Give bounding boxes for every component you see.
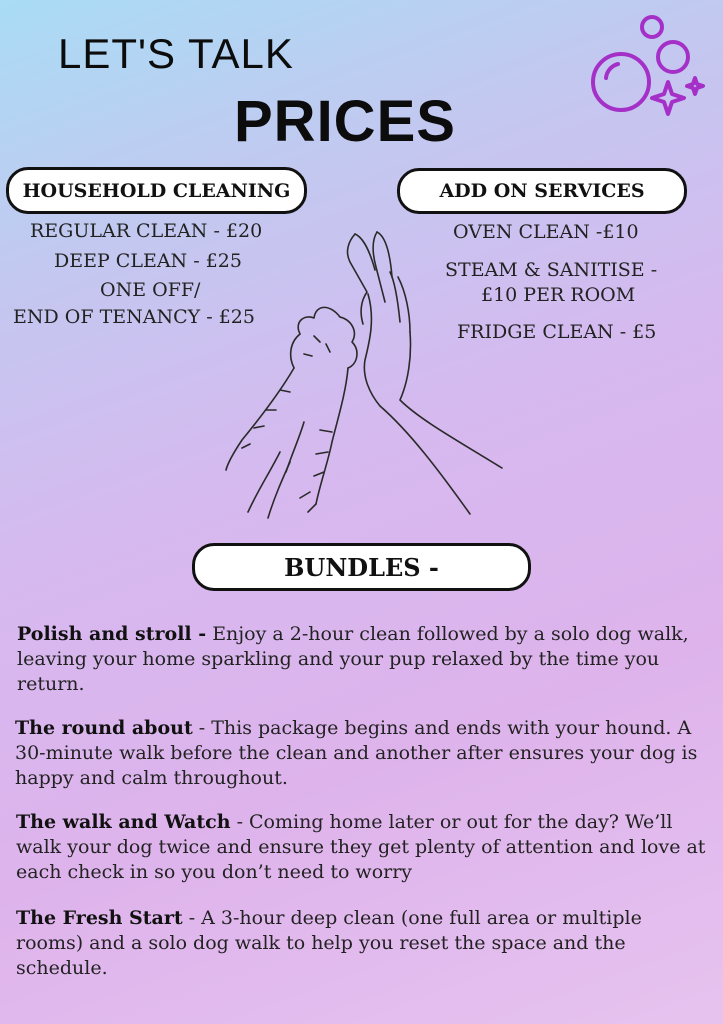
bundle-description: - Coming home later or out for the day? We’ll walk your dog twice and ensure they get plenty of attention and love at each check in so you don’t need to worry [16,811,706,883]
title-line-2: PRICES [234,89,456,154]
bundle-name: The walk and Watch [16,811,231,833]
bundle-item [17,622,707,697]
household-price-tenancy: END OF TENANCY - £25 [13,306,255,328]
addon-price-fridge: FRIDGE CLEAN - £5 [457,321,657,343]
household-price-deep: DEEP CLEAN - £25 [54,250,242,272]
household-price-regular: REGULAR CLEAN - £20 [30,220,263,242]
bundle-item [16,810,706,885]
bundles-heading-text: BUNDLES - [284,552,439,582]
household-price-oneoff: ONE OFF/ [100,279,201,301]
bundle-description: Enjoy a 2-hour clean followed by a solo dog walk, leaving your home sparkling and your pup relaxed by the time you return. [17,623,689,695]
bundle-name: Polish and stroll - [17,623,207,645]
title-line-1: LET'S TALK [58,30,294,77]
add-on-services-heading [397,168,687,214]
bundle-description: - A 3-hour deep clean (one full area or multiple rooms) and a solo dog walk to help you reset the space and the schedule. [16,907,642,979]
bundles-heading [192,543,531,591]
bundle-name: The round about [15,717,193,739]
addon-price-steam-per-room: £10 PER ROOM [481,284,636,306]
hand-paw-high-five-illustration [220,222,510,532]
addons-heading-text: ADD ON SERVICES [439,180,645,202]
bundle-item [15,716,705,791]
household-heading-text: HOUSEHOLD CLEANING [22,179,291,202]
bubbles-sparkle-icon [588,12,712,136]
household-cleaning-heading [6,167,307,214]
bundle-name: The Fresh Start [16,907,183,929]
bundle-description: - This package begins and ends with your hound. A 30-minute walk before the clean and another after ensures your dog is happy and calm throughout. [15,717,698,789]
bundle-item [16,906,706,981]
addon-price-oven: OVEN CLEAN -£10 [453,221,639,243]
addon-price-steam: STEAM & SANITISE - [445,259,658,281]
